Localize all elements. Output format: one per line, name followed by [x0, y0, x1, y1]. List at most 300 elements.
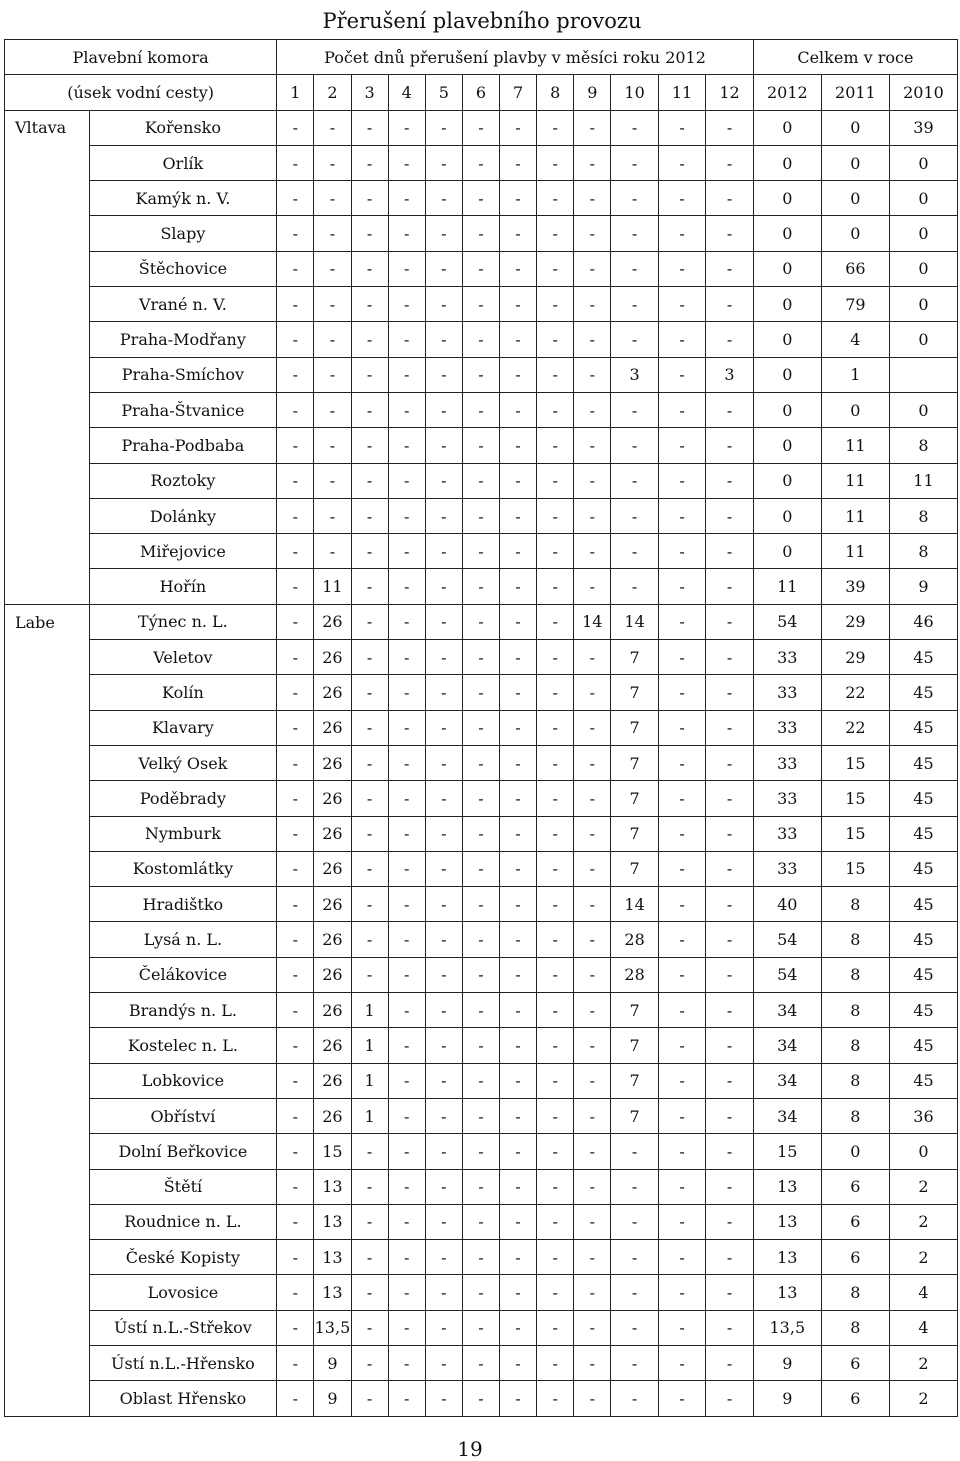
month-value-cell: 7 [611, 851, 658, 886]
month-value-cell: - [574, 1028, 611, 1063]
year-total-cell: 45 [889, 1063, 957, 1098]
table-row [5, 534, 958, 569]
table-row [5, 640, 958, 675]
month-value-cell: - [277, 993, 314, 1028]
month-value-cell: 26 [314, 922, 351, 957]
table-row [5, 110, 958, 145]
month-value-cell: - [277, 1134, 314, 1169]
month-value-cell: - [537, 993, 574, 1028]
year-total-cell: 0 [889, 322, 957, 357]
month-value-cell: - [537, 287, 574, 322]
month-value-cell: - [500, 1381, 537, 1416]
month-value-cell: - [425, 1345, 462, 1380]
month-value-cell: - [706, 1240, 754, 1275]
month-value-cell: - [425, 640, 462, 675]
lock-name-cell: Obříství [89, 1098, 277, 1133]
month-value-cell: - [574, 181, 611, 216]
month-value-cell: - [537, 957, 574, 992]
month-value-cell: - [314, 181, 351, 216]
year-header: 2011 [821, 75, 889, 110]
table-row [5, 957, 958, 992]
month-value-cell: - [425, 1204, 462, 1239]
month-value-cell: - [462, 1240, 499, 1275]
month-value-cell: - [658, 1381, 705, 1416]
month-value-cell: - [388, 604, 425, 639]
year-total-cell: 0 [753, 322, 821, 357]
month-value-cell: - [277, 1028, 314, 1063]
month-value-cell: - [314, 287, 351, 322]
month-value-cell: - [574, 1098, 611, 1133]
month-value-cell: - [500, 1169, 537, 1204]
river-cell [5, 1098, 90, 1133]
river-cell [5, 957, 90, 992]
month-value-cell: - [425, 1240, 462, 1275]
month-value-cell: - [500, 675, 537, 710]
month-value-cell: - [537, 534, 574, 569]
month-value-cell: - [500, 498, 537, 533]
lock-name-cell: Praha-Modřany [89, 322, 277, 357]
month-value-cell: - [314, 110, 351, 145]
month-value-cell: - [537, 887, 574, 922]
table-row [5, 322, 958, 357]
month-header: 11 [658, 75, 705, 110]
river-cell [5, 216, 90, 251]
month-value-cell: - [706, 181, 754, 216]
years-group-header: Celkem v roce [753, 40, 957, 75]
month-value-cell: - [658, 1028, 705, 1063]
river-cell [5, 181, 90, 216]
river-cell: Vltava [5, 110, 90, 145]
month-value-cell: - [611, 1134, 658, 1169]
lock-name-cell: Kamýk n. V. [89, 181, 277, 216]
month-value-cell: - [500, 357, 537, 392]
table-row [5, 392, 958, 427]
table-row [5, 181, 958, 216]
year-total-cell: 54 [753, 604, 821, 639]
month-value-cell: - [462, 922, 499, 957]
river-cell [5, 1381, 90, 1416]
month-value-cell: - [537, 251, 574, 286]
month-value-cell: - [706, 1028, 754, 1063]
month-value-cell: - [277, 710, 314, 745]
month-header: 5 [425, 75, 462, 110]
year-total-cell: 45 [889, 922, 957, 957]
month-value-cell: - [658, 851, 705, 886]
month-value-cell: - [425, 1310, 462, 1345]
river-cell [5, 287, 90, 322]
closure-table [4, 39, 958, 1417]
month-value-cell: - [537, 640, 574, 675]
month-value-cell: 1 [351, 1028, 388, 1063]
month-value-cell: - [351, 428, 388, 463]
month-value-cell: - [537, 392, 574, 427]
month-value-cell: 26 [314, 675, 351, 710]
month-value-cell: - [658, 534, 705, 569]
month-value-cell: - [706, 957, 754, 992]
month-value-cell: - [277, 463, 314, 498]
month-value-cell: 26 [314, 993, 351, 1028]
lock-name-cell: Vrané n. V. [89, 287, 277, 322]
month-value-cell: - [462, 640, 499, 675]
month-value-cell: - [425, 216, 462, 251]
year-total-cell: 11 [821, 463, 889, 498]
year-total-cell [889, 357, 957, 392]
month-value-cell: - [351, 181, 388, 216]
lock-name-cell: Hradištko [89, 887, 277, 922]
month-value-cell: - [537, 1028, 574, 1063]
month-value-cell: - [388, 887, 425, 922]
year-total-cell: 45 [889, 710, 957, 745]
month-value-cell: - [388, 993, 425, 1028]
month-value-cell: - [574, 110, 611, 145]
month-value-cell: - [462, 710, 499, 745]
month-value-cell: - [277, 145, 314, 180]
month-value-cell: - [706, 428, 754, 463]
month-value-cell: - [658, 428, 705, 463]
month-value-cell: - [462, 1169, 499, 1204]
table-row [5, 710, 958, 745]
month-value-cell: - [277, 1063, 314, 1098]
month-value-cell: - [351, 216, 388, 251]
month-value-cell: - [425, 710, 462, 745]
month-value-cell: 7 [611, 993, 658, 1028]
month-value-cell: - [388, 922, 425, 957]
month-value-cell: - [425, 1063, 462, 1098]
month-value-cell: - [537, 1063, 574, 1098]
month-value-cell: - [277, 534, 314, 569]
month-value-cell: - [500, 745, 537, 780]
lock-name-cell: Lobkovice [89, 1063, 277, 1098]
month-value-cell: - [706, 1275, 754, 1310]
month-value-cell: 7 [611, 675, 658, 710]
month-value-cell: 26 [314, 816, 351, 851]
month-value-cell: - [537, 1169, 574, 1204]
river-cell [5, 675, 90, 710]
month-value-cell: - [611, 534, 658, 569]
year-total-cell: 45 [889, 957, 957, 992]
month-value-cell: - [574, 1169, 611, 1204]
month-value-cell: - [537, 181, 574, 216]
month-value-cell: - [351, 110, 388, 145]
month-value-cell: - [277, 569, 314, 604]
table-row [5, 428, 958, 463]
month-value-cell: - [500, 1028, 537, 1063]
month-value-cell: - [277, 287, 314, 322]
lock-name-cell: Kolín [89, 675, 277, 710]
year-total-cell: 8 [821, 957, 889, 992]
year-total-cell: 29 [821, 604, 889, 639]
year-total-cell: 54 [753, 922, 821, 957]
month-value-cell: 7 [611, 781, 658, 816]
month-value-cell: - [425, 745, 462, 780]
lock-name-cell: Klavary [89, 710, 277, 745]
month-value-cell: - [537, 922, 574, 957]
month-value-cell: - [388, 1345, 425, 1380]
header-row-2 [5, 75, 958, 110]
month-value-cell: - [574, 851, 611, 886]
year-total-cell: 11 [821, 428, 889, 463]
month-value-cell: 26 [314, 851, 351, 886]
month-value-cell: - [574, 781, 611, 816]
lock-name-cell: Ústí n.L.-Hřensko [89, 1345, 277, 1380]
year-total-cell: 45 [889, 640, 957, 675]
month-value-cell: 13 [314, 1240, 351, 1275]
month-value-cell: - [462, 675, 499, 710]
month-value-cell: - [611, 569, 658, 604]
year-total-cell: 13,5 [753, 1310, 821, 1345]
month-value-cell: - [537, 1310, 574, 1345]
month-value-cell: - [388, 1098, 425, 1133]
month-value-cell: - [500, 851, 537, 886]
month-value-cell: - [611, 145, 658, 180]
lock-name-cell: Lovosice [89, 1275, 277, 1310]
lock-name-cell: Týnec n. L. [89, 604, 277, 639]
table-row [5, 1028, 958, 1063]
year-total-cell: 0 [753, 287, 821, 322]
month-value-cell: - [425, 675, 462, 710]
month-value-cell: - [388, 675, 425, 710]
month-value-cell: - [611, 1345, 658, 1380]
month-value-cell: - [425, 1381, 462, 1416]
month-value-cell: - [351, 851, 388, 886]
month-value-cell: - [500, 1134, 537, 1169]
year-total-cell: 0 [753, 145, 821, 180]
lock-name-cell: Štětí [89, 1169, 277, 1204]
month-value-cell: - [388, 251, 425, 286]
month-value-cell: - [611, 392, 658, 427]
month-value-cell: - [574, 922, 611, 957]
month-value-cell: - [351, 534, 388, 569]
month-value-cell: - [462, 534, 499, 569]
header-row-1 [5, 40, 958, 75]
year-total-cell: 2 [889, 1204, 957, 1239]
month-value-cell: - [611, 251, 658, 286]
month-value-cell: - [574, 640, 611, 675]
month-value-cell: 26 [314, 1098, 351, 1133]
month-value-cell: - [351, 922, 388, 957]
month-value-cell: - [706, 675, 754, 710]
month-value-cell: - [706, 816, 754, 851]
month-value-cell: 7 [611, 710, 658, 745]
month-header: 10 [611, 75, 658, 110]
month-value-cell: - [574, 322, 611, 357]
year-total-cell: 39 [889, 110, 957, 145]
month-value-cell: - [462, 887, 499, 922]
month-value-cell: - [388, 110, 425, 145]
year-total-cell: 0 [821, 392, 889, 427]
month-value-cell: - [277, 110, 314, 145]
month-value-cell: - [351, 710, 388, 745]
month-value-cell: - [537, 322, 574, 357]
year-total-cell: 6 [821, 1240, 889, 1275]
month-value-cell: - [425, 1098, 462, 1133]
month-value-cell: - [351, 781, 388, 816]
year-total-cell: 0 [889, 251, 957, 286]
month-value-cell: - [658, 216, 705, 251]
month-value-cell: 7 [611, 640, 658, 675]
month-value-cell: - [462, 1310, 499, 1345]
month-value-cell: - [462, 1204, 499, 1239]
year-total-cell: 0 [889, 287, 957, 322]
table-row [5, 1134, 958, 1169]
month-value-cell: - [500, 287, 537, 322]
month-value-cell: - [537, 745, 574, 780]
month-header: 4 [388, 75, 425, 110]
month-value-cell: - [388, 1028, 425, 1063]
year-total-cell: 46 [889, 604, 957, 639]
year-total-cell: 11 [821, 534, 889, 569]
month-value-cell: - [462, 781, 499, 816]
month-value-cell: 26 [314, 745, 351, 780]
lock-name-cell: Oblast Hřensko [89, 1381, 277, 1416]
year-total-cell: 15 [821, 851, 889, 886]
month-value-cell: - [462, 251, 499, 286]
year-total-cell: 45 [889, 816, 957, 851]
lock-name-cell: Slapy [89, 216, 277, 251]
table-row [5, 1310, 958, 1345]
month-value-cell: - [462, 1134, 499, 1169]
lock-name-cell: Miřejovice [89, 534, 277, 569]
month-value-cell: - [388, 851, 425, 886]
month-value-cell: - [351, 1275, 388, 1310]
month-value-cell: - [351, 887, 388, 922]
month-header: 7 [500, 75, 537, 110]
month-value-cell: - [706, 851, 754, 886]
month-value-cell: - [425, 816, 462, 851]
month-value-cell: - [500, 110, 537, 145]
month-value-cell: - [462, 357, 499, 392]
month-value-cell: 13 [314, 1169, 351, 1204]
month-value-cell: - [277, 1240, 314, 1275]
month-value-cell: - [351, 463, 388, 498]
month-value-cell: - [425, 604, 462, 639]
month-value-cell: - [277, 322, 314, 357]
month-value-cell: - [574, 745, 611, 780]
month-value-cell: - [574, 1063, 611, 1098]
month-value-cell: - [500, 1063, 537, 1098]
month-value-cell: - [425, 534, 462, 569]
month-value-cell: - [706, 1204, 754, 1239]
year-total-cell: 45 [889, 887, 957, 922]
river-cell [5, 781, 90, 816]
month-value-cell: - [462, 993, 499, 1028]
month-value-cell: - [500, 993, 537, 1028]
month-value-cell: - [277, 1345, 314, 1380]
month-value-cell: - [706, 710, 754, 745]
lock-name-cell: Praha-Smíchov [89, 357, 277, 392]
year-total-cell: 0 [821, 216, 889, 251]
month-value-cell: - [706, 216, 754, 251]
table-row [5, 675, 958, 710]
month-value-cell: - [425, 922, 462, 957]
table-row [5, 498, 958, 533]
table-row [5, 1063, 958, 1098]
year-total-cell: 0 [889, 181, 957, 216]
lock-name-cell: Kostelec n. L. [89, 1028, 277, 1063]
table-row [5, 887, 958, 922]
month-value-cell: - [425, 428, 462, 463]
year-total-cell: 1 [821, 357, 889, 392]
month-value-cell: - [500, 1345, 537, 1380]
month-value-cell: - [425, 357, 462, 392]
year-total-cell: 0 [753, 392, 821, 427]
month-value-cell: - [658, 145, 705, 180]
month-value-cell: 11 [314, 569, 351, 604]
month-value-cell: 14 [574, 604, 611, 639]
year-total-cell: 11 [753, 569, 821, 604]
month-value-cell: - [277, 1098, 314, 1133]
month-value-cell: - [500, 816, 537, 851]
month-value-cell: - [351, 1381, 388, 1416]
month-value-cell: - [658, 1204, 705, 1239]
year-total-cell: 34 [753, 1063, 821, 1098]
month-value-cell: - [425, 1134, 462, 1169]
month-value-cell: - [537, 463, 574, 498]
month-value-cell: - [706, 287, 754, 322]
table-title: Přerušení plavebního provozu [322, 9, 642, 33]
month-value-cell: - [537, 675, 574, 710]
month-value-cell: - [658, 181, 705, 216]
table-row [5, 1204, 958, 1239]
month-value-cell: - [462, 1028, 499, 1063]
month-value-cell: - [462, 1345, 499, 1380]
months-group-header: Počet dnů přerušení plavby v měsíci roku 2012 [277, 40, 754, 75]
year-total-cell: 8 [889, 428, 957, 463]
river-cell [5, 428, 90, 463]
month-value-cell: - [500, 1240, 537, 1275]
month-value-cell: - [351, 287, 388, 322]
month-value-cell: - [462, 498, 499, 533]
month-value-cell: - [314, 463, 351, 498]
year-total-cell: 33 [753, 640, 821, 675]
month-value-cell: - [611, 287, 658, 322]
table-row [5, 1345, 958, 1380]
year-total-cell: 0 [889, 145, 957, 180]
year-total-cell: 0 [753, 181, 821, 216]
month-value-cell: 7 [611, 745, 658, 780]
river-cell [5, 710, 90, 745]
month-value-cell: - [500, 463, 537, 498]
river-cell [5, 498, 90, 533]
month-value-cell: - [574, 1275, 611, 1310]
month-value-cell: - [388, 710, 425, 745]
month-value-cell: - [658, 993, 705, 1028]
table-row [5, 604, 958, 639]
month-value-cell: - [537, 781, 574, 816]
month-value-cell: 9 [314, 1345, 351, 1380]
lock-name-cell: Dolní Beřkovice [89, 1134, 277, 1169]
month-value-cell: - [706, 251, 754, 286]
month-value-cell: - [537, 1381, 574, 1416]
month-value-cell: - [462, 957, 499, 992]
month-value-cell: - [351, 145, 388, 180]
month-value-cell: 26 [314, 1028, 351, 1063]
month-value-cell: 3 [611, 357, 658, 392]
month-value-cell: - [658, 745, 705, 780]
year-total-cell: 45 [889, 675, 957, 710]
month-value-cell: - [658, 604, 705, 639]
table-row [5, 251, 958, 286]
year-total-cell: 34 [753, 1028, 821, 1063]
month-value-cell: - [574, 463, 611, 498]
month-value-cell: - [706, 534, 754, 569]
month-value-cell: - [537, 569, 574, 604]
month-value-cell: - [500, 145, 537, 180]
month-value-cell: - [277, 957, 314, 992]
river-cell [5, 922, 90, 957]
table-row [5, 569, 958, 604]
month-value-cell: - [574, 887, 611, 922]
